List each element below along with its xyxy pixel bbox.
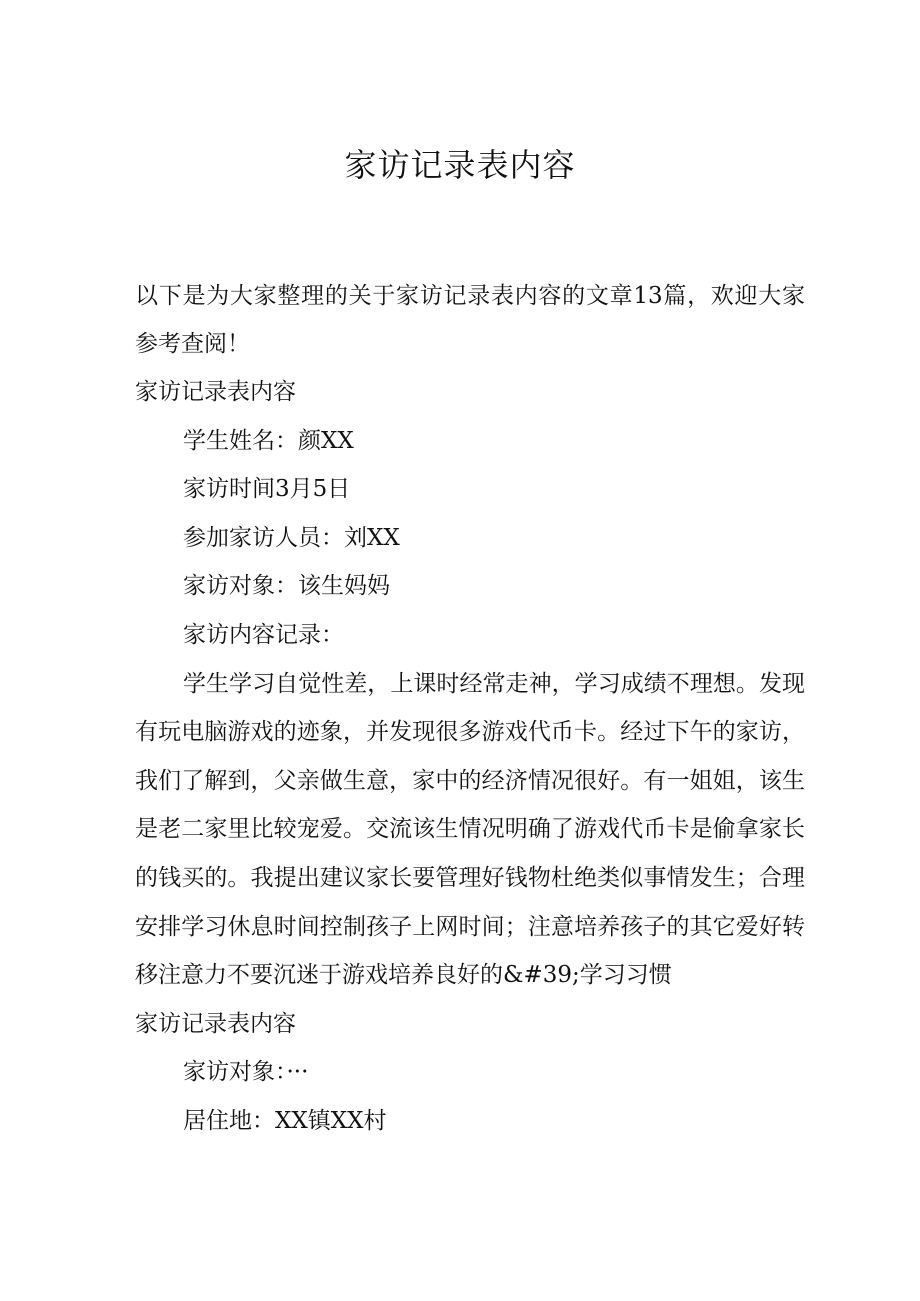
document-title: 家访记录表内容 — [344, 146, 576, 184]
record-label: 家访内容记录： — [183, 621, 344, 648]
visit-target-line-2: 家访对象：··· — [183, 1059, 309, 1086]
visit-target-line: 家访对象：该生妈妈 — [183, 573, 390, 600]
student-name-line: 学生姓名：颜XX — [183, 427, 354, 454]
participants-line: 参加家访人员：刘XX — [183, 524, 400, 551]
section-heading-2: 家访记录表内容 — [135, 1010, 296, 1037]
residence-line: 居住地：XX镇XX村 — [183, 1107, 387, 1134]
intro-paragraph: 以下是为大家整理的关于家访记录表内容的文章13篇，欢迎大家参考查阅！ — [135, 283, 805, 357]
section-heading: 家访记录表内容 — [135, 379, 296, 405]
document-body — [135, 272, 805, 1146]
visit-time-line: 家访时间3月5日 — [183, 476, 351, 503]
record-content-paragraph: 学生学习自觉性差，上课时经常走神，学习成绩不理想。发现有玩电脑游戏的迹象，并发现很多游戏代币卡。经过下午的家访，我们了解到，父亲做生意，家中的经济情况很好。有一姐姐，该生是老二家里比较宠爱。交流该生情况明确了游戏代币卡是偷拿家长的钱买的。我提出建议家长要管理好钱物杜绝类似事情发生；合理安排学习休息时间控制孩子上网时间；注意培养孩子的其它爱好转移注意力不要沉迷于游戏培养良好的&#39;学习习惯 — [135, 670, 805, 989]
